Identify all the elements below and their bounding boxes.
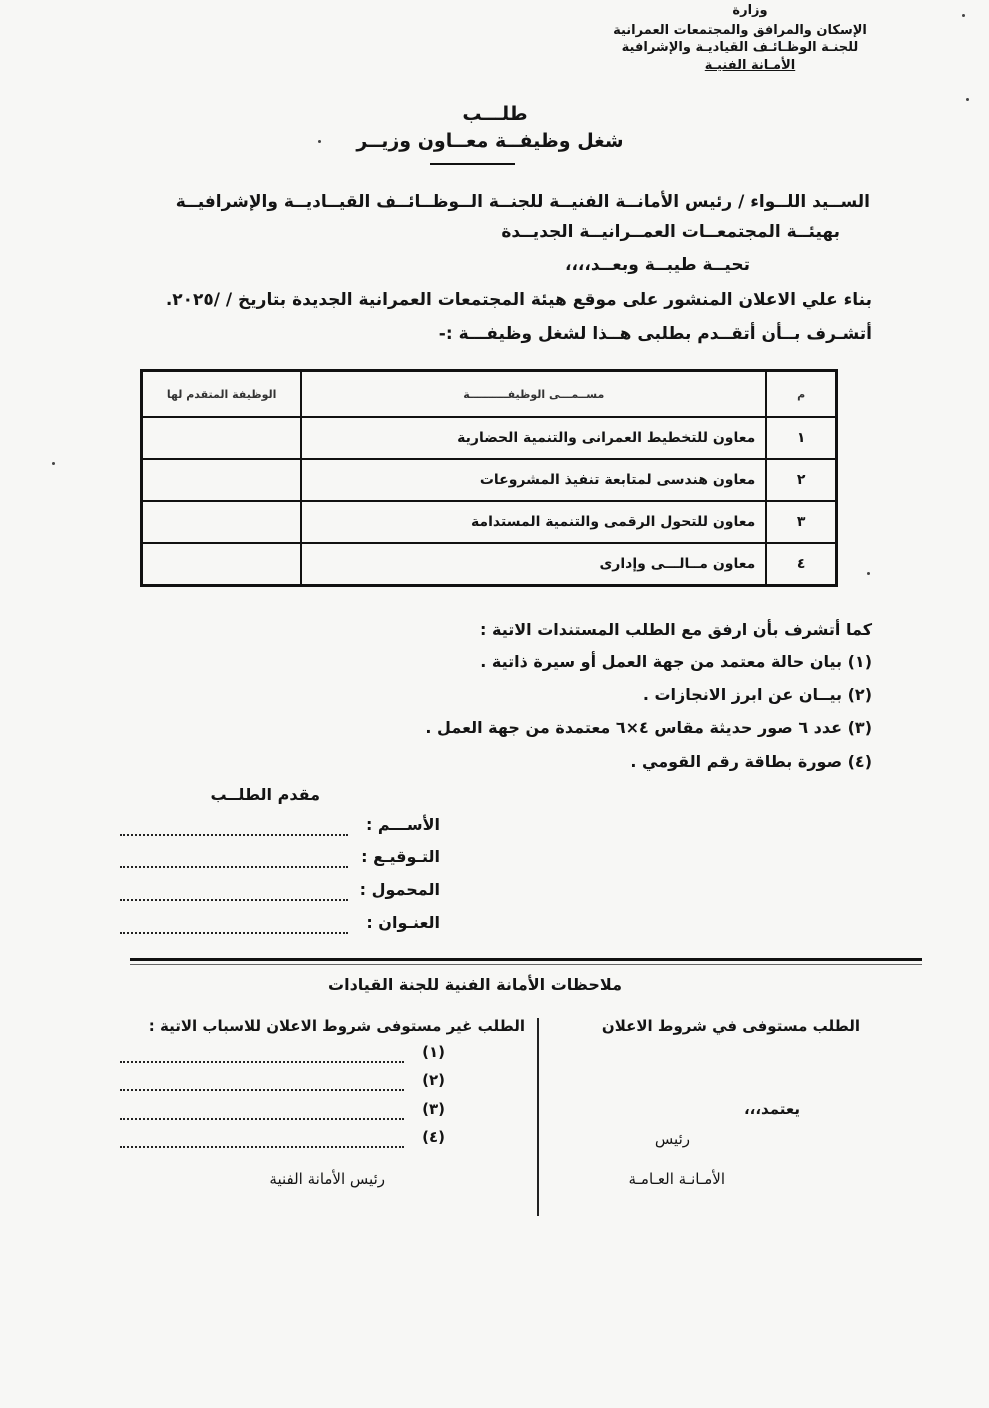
notes-column-divider bbox=[537, 1018, 539, 1216]
header-num: م bbox=[766, 371, 836, 418]
row-num: ٣ bbox=[766, 501, 836, 543]
field-mobile-line[interactable] bbox=[120, 899, 348, 901]
header-applied-position: الوظيفة المتقدم لها bbox=[142, 371, 302, 418]
header-committee: للجنـة الوظـائـف القياديـة والإشرافية bbox=[621, 40, 859, 55]
body-line-1: بناء علي الاعلان المنشور على موقع هيئة المجتمعات العمرانية الجديدة بتاريخ / /٢٠٢٥. bbox=[165, 290, 872, 310]
row-applied-cell[interactable] bbox=[142, 417, 302, 459]
qualified-label: الطلب مستوفى في شروط الاعلان bbox=[601, 1017, 860, 1035]
scan-speck bbox=[966, 98, 969, 101]
approved-label: يعتمد،،، bbox=[743, 1100, 800, 1118]
reason-line[interactable] bbox=[120, 1061, 404, 1063]
title-underline bbox=[430, 163, 515, 165]
tech-head-label: رئيس الأمانة الفنية bbox=[269, 1170, 385, 1188]
row-job: معاون مــالـــى وإدارى bbox=[301, 543, 766, 586]
document-item: (٢) بيــان عن ابرز الانجازات . bbox=[642, 685, 872, 704]
field-address-line[interactable] bbox=[120, 932, 348, 934]
document-item: (١) بيان حالة معتمد من جهة العمل أو سيرة ذاتية . bbox=[480, 652, 872, 671]
row-applied-cell[interactable] bbox=[142, 501, 302, 543]
field-name-line[interactable] bbox=[120, 834, 348, 836]
scan-speck bbox=[318, 140, 321, 143]
title-request: طلـــب bbox=[462, 103, 528, 125]
positions-table bbox=[140, 369, 838, 587]
document-item: (٣) عدد ٦ صور حديثة مقاس ٤×٦ معتمدة من جهة العمل . bbox=[425, 718, 872, 737]
section-divider-thin bbox=[130, 964, 922, 965]
not-qualified-label: الطلب غير مستوفى شروط الاعلان للاسباب الاتية : bbox=[148, 1017, 525, 1035]
body-line-2: أتشـرف بــأن أتقــدم بطلبى هــذا لشغل وظيفـــة :- bbox=[438, 324, 872, 344]
table-row bbox=[142, 543, 837, 586]
field-address-label: العنـوان : bbox=[366, 913, 440, 932]
scan-speck bbox=[867, 572, 870, 575]
row-num: ٤ bbox=[766, 543, 836, 586]
greeting: تحيــة طيبــة وبعــد،،،، bbox=[565, 255, 750, 275]
row-num: ١ bbox=[766, 417, 836, 459]
document-item: (٤) صورة بطاقة رقم القومي . bbox=[630, 752, 872, 771]
field-signature-line[interactable] bbox=[120, 866, 348, 868]
chairman-label: رئيس bbox=[654, 1130, 690, 1148]
section-divider bbox=[130, 958, 922, 961]
general-secretariat-label: الأمـانـة العـامـة bbox=[628, 1170, 725, 1188]
title-position: شغل وظيفــة معــاون وزيــر bbox=[356, 130, 624, 152]
reason-line[interactable] bbox=[120, 1146, 404, 1148]
field-signature-label: التـوقيـع : bbox=[361, 847, 440, 866]
row-job: معاون هندسى لمتابعة تنفيذ المشروعات bbox=[301, 459, 766, 501]
scan-speck bbox=[962, 14, 965, 17]
header-secretariat: الأمـانة الفنيـة bbox=[704, 58, 796, 73]
row-applied-cell[interactable] bbox=[142, 543, 302, 586]
field-name-label: الأســـم : bbox=[365, 815, 440, 834]
table-header-row bbox=[142, 371, 837, 418]
header-job-title: مســمـــى الوظيفــــــــــة bbox=[301, 371, 766, 418]
address-line-2: بهيئــة المجتمعــات العمــرانيــة الجديــدة bbox=[501, 222, 840, 242]
reason-line[interactable] bbox=[120, 1118, 404, 1120]
header-ministry-name: الإسكان والمرافق والمجتمعات العمرانية bbox=[613, 23, 867, 38]
reason-label: (١) bbox=[422, 1043, 445, 1061]
reason-label: (٤) bbox=[422, 1128, 445, 1146]
applicant-heading: مقدم الطلــب bbox=[210, 785, 320, 804]
reason-label: (٢) bbox=[422, 1071, 445, 1089]
table-row bbox=[142, 459, 837, 501]
row-num: ٢ bbox=[766, 459, 836, 501]
row-job: معاون للتحول الرقمى والتنمية المستدامة bbox=[301, 501, 766, 543]
documents-intro: كما أتشرف بأن ارفق مع الطلب المستندات الاتية : bbox=[480, 620, 872, 639]
scan-speck bbox=[52, 462, 55, 465]
address-line-1: الســيد اللــواء / رئيس الأمانــة الفنيــة للجنــة الــوظــائــف القيــاديــة والإشرافيــة bbox=[175, 192, 870, 212]
header-ministry: وزارة bbox=[732, 3, 768, 18]
table-row bbox=[142, 417, 837, 459]
row-applied-cell[interactable] bbox=[142, 459, 302, 501]
notes-heading: ملاحظات الأمانة الفنية للجنة القيادات bbox=[328, 975, 622, 994]
table-row bbox=[142, 501, 837, 543]
reason-line[interactable] bbox=[120, 1089, 404, 1091]
reason-label: (٣) bbox=[422, 1100, 445, 1118]
field-mobile-label: المحمول : bbox=[359, 880, 440, 899]
row-job: معاون للتخطيط العمرانى والتنمية الحضارية bbox=[301, 417, 766, 459]
